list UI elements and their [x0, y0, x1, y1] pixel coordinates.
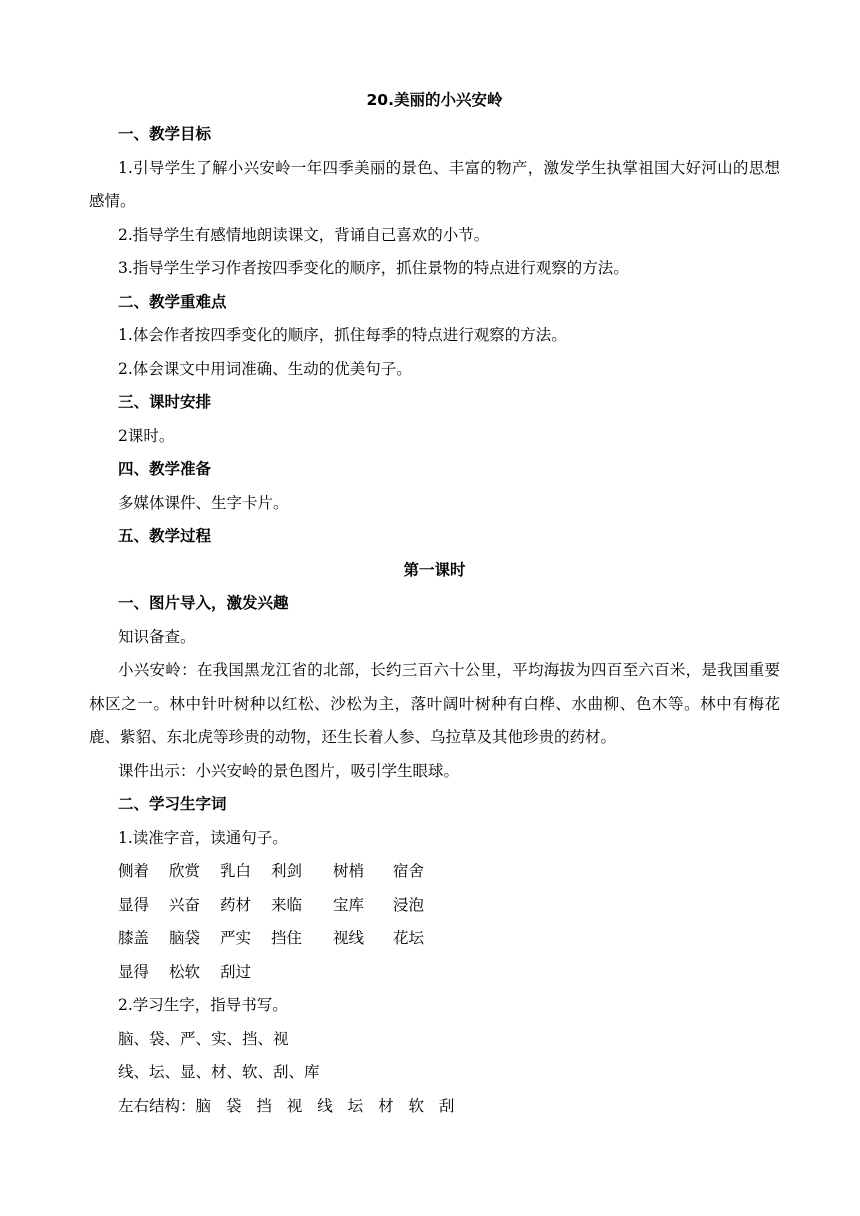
section-heading-goals: 一、教学目标	[118, 125, 212, 143]
section-heading-process: 五、教学过程	[118, 527, 212, 545]
intro-paragraph-2: 小兴安岭：在我国黑龙江省的北部，长约三百六十公里，平均海拔为四百至六百米，是我国重要林区之一。林中针叶树种以红松、沙松为主，落叶阔叶树种有白桦、水曲柳、色木等。林中有梅花鹿、紫貂、东北虎等珍贵的动物，还生长着人参、乌拉草及其他珍贵的药材。	[89, 661, 780, 746]
preparation-text: 多媒体课件、生字卡片。	[118, 493, 289, 512]
word-item: 乳白	[220, 862, 252, 880]
word-item: 膝盖	[118, 929, 150, 947]
structure-chars: 脑 袋 挡 视 线 坛 材 软 刮	[195, 1096, 460, 1115]
chars-line-2: 线、坛、显、材、软、刮、库	[118, 1063, 320, 1081]
goal-item-1: 1.引导学生了解小兴安岭一年四季美丽的景色、丰富的物产，激发学生执掌祖国大好河山的思想感情。	[89, 158, 780, 210]
word-item: 利剑	[271, 862, 303, 880]
key-point-2: 2.体会课文中用词准确、生动的优美句子。	[118, 359, 412, 378]
word-item: 来临	[271, 895, 303, 914]
word-item: 挡住	[271, 929, 303, 947]
structure-line	[118, 1090, 780, 1124]
word-item: 松软	[169, 962, 201, 981]
step-heading-intro: 一、图片导入，激发兴趣	[118, 594, 289, 612]
section-heading-preparation: 四、教学准备	[118, 460, 212, 478]
word-item: 宝库	[333, 895, 365, 914]
word-item: 药材	[220, 895, 252, 914]
goal-item-3: 3.指导学生学习作者按四季变化的顺序，抓住景物的特点进行观察的方法。	[118, 259, 629, 277]
word-item: 显得	[118, 962, 150, 981]
goal-item-2: 2.指导学生有感情地朗读课文，背诵自己喜欢的小节。	[118, 225, 490, 244]
word-item: 显得	[118, 895, 150, 914]
word-item: 宿舍	[393, 862, 425, 880]
word-row	[118, 889, 780, 923]
word-row	[118, 855, 780, 889]
document-title: 20.美丽的小兴安岭	[366, 91, 503, 109]
word-item: 浸泡	[393, 895, 425, 914]
chars-line-1: 脑、袋、严、实、挡、视	[118, 1029, 289, 1048]
schedule-text: 2课时。	[118, 426, 175, 445]
word-item: 花坛	[393, 929, 425, 947]
section-heading-schedule: 三、课时安排	[118, 393, 212, 411]
section-heading-key-points: 二、教学重难点	[118, 292, 227, 311]
lesson-title: 第一课时	[403, 560, 466, 579]
word-item: 视线	[333, 929, 365, 947]
word-item: 欣赏	[169, 862, 201, 880]
word-row	[118, 956, 780, 990]
word-item: 严实	[220, 929, 252, 947]
word-item: 刮过	[220, 962, 252, 981]
words-step-2: 2.学习生字，指导书写。	[118, 996, 288, 1014]
structure-label: 左右结构：	[118, 1096, 196, 1115]
words-step-1: 1.读准字音，读通句子。	[118, 828, 288, 847]
word-item: 树梢	[333, 862, 365, 880]
word-row	[118, 922, 780, 956]
word-item: 兴奋	[169, 895, 201, 914]
intro-paragraph-1: 知识备查。	[118, 627, 196, 646]
intro-paragraph-3: 课件出示：小兴安岭的景色图片，吸引学生眼球。	[118, 761, 460, 780]
key-point-1: 1.体会作者按四季变化的顺序，抓住每季的特点进行观察的方法。	[118, 326, 567, 344]
word-item: 侧着	[118, 862, 150, 880]
step-heading-words: 二、学习生字词	[118, 795, 227, 813]
word-item: 脑袋	[169, 929, 201, 947]
